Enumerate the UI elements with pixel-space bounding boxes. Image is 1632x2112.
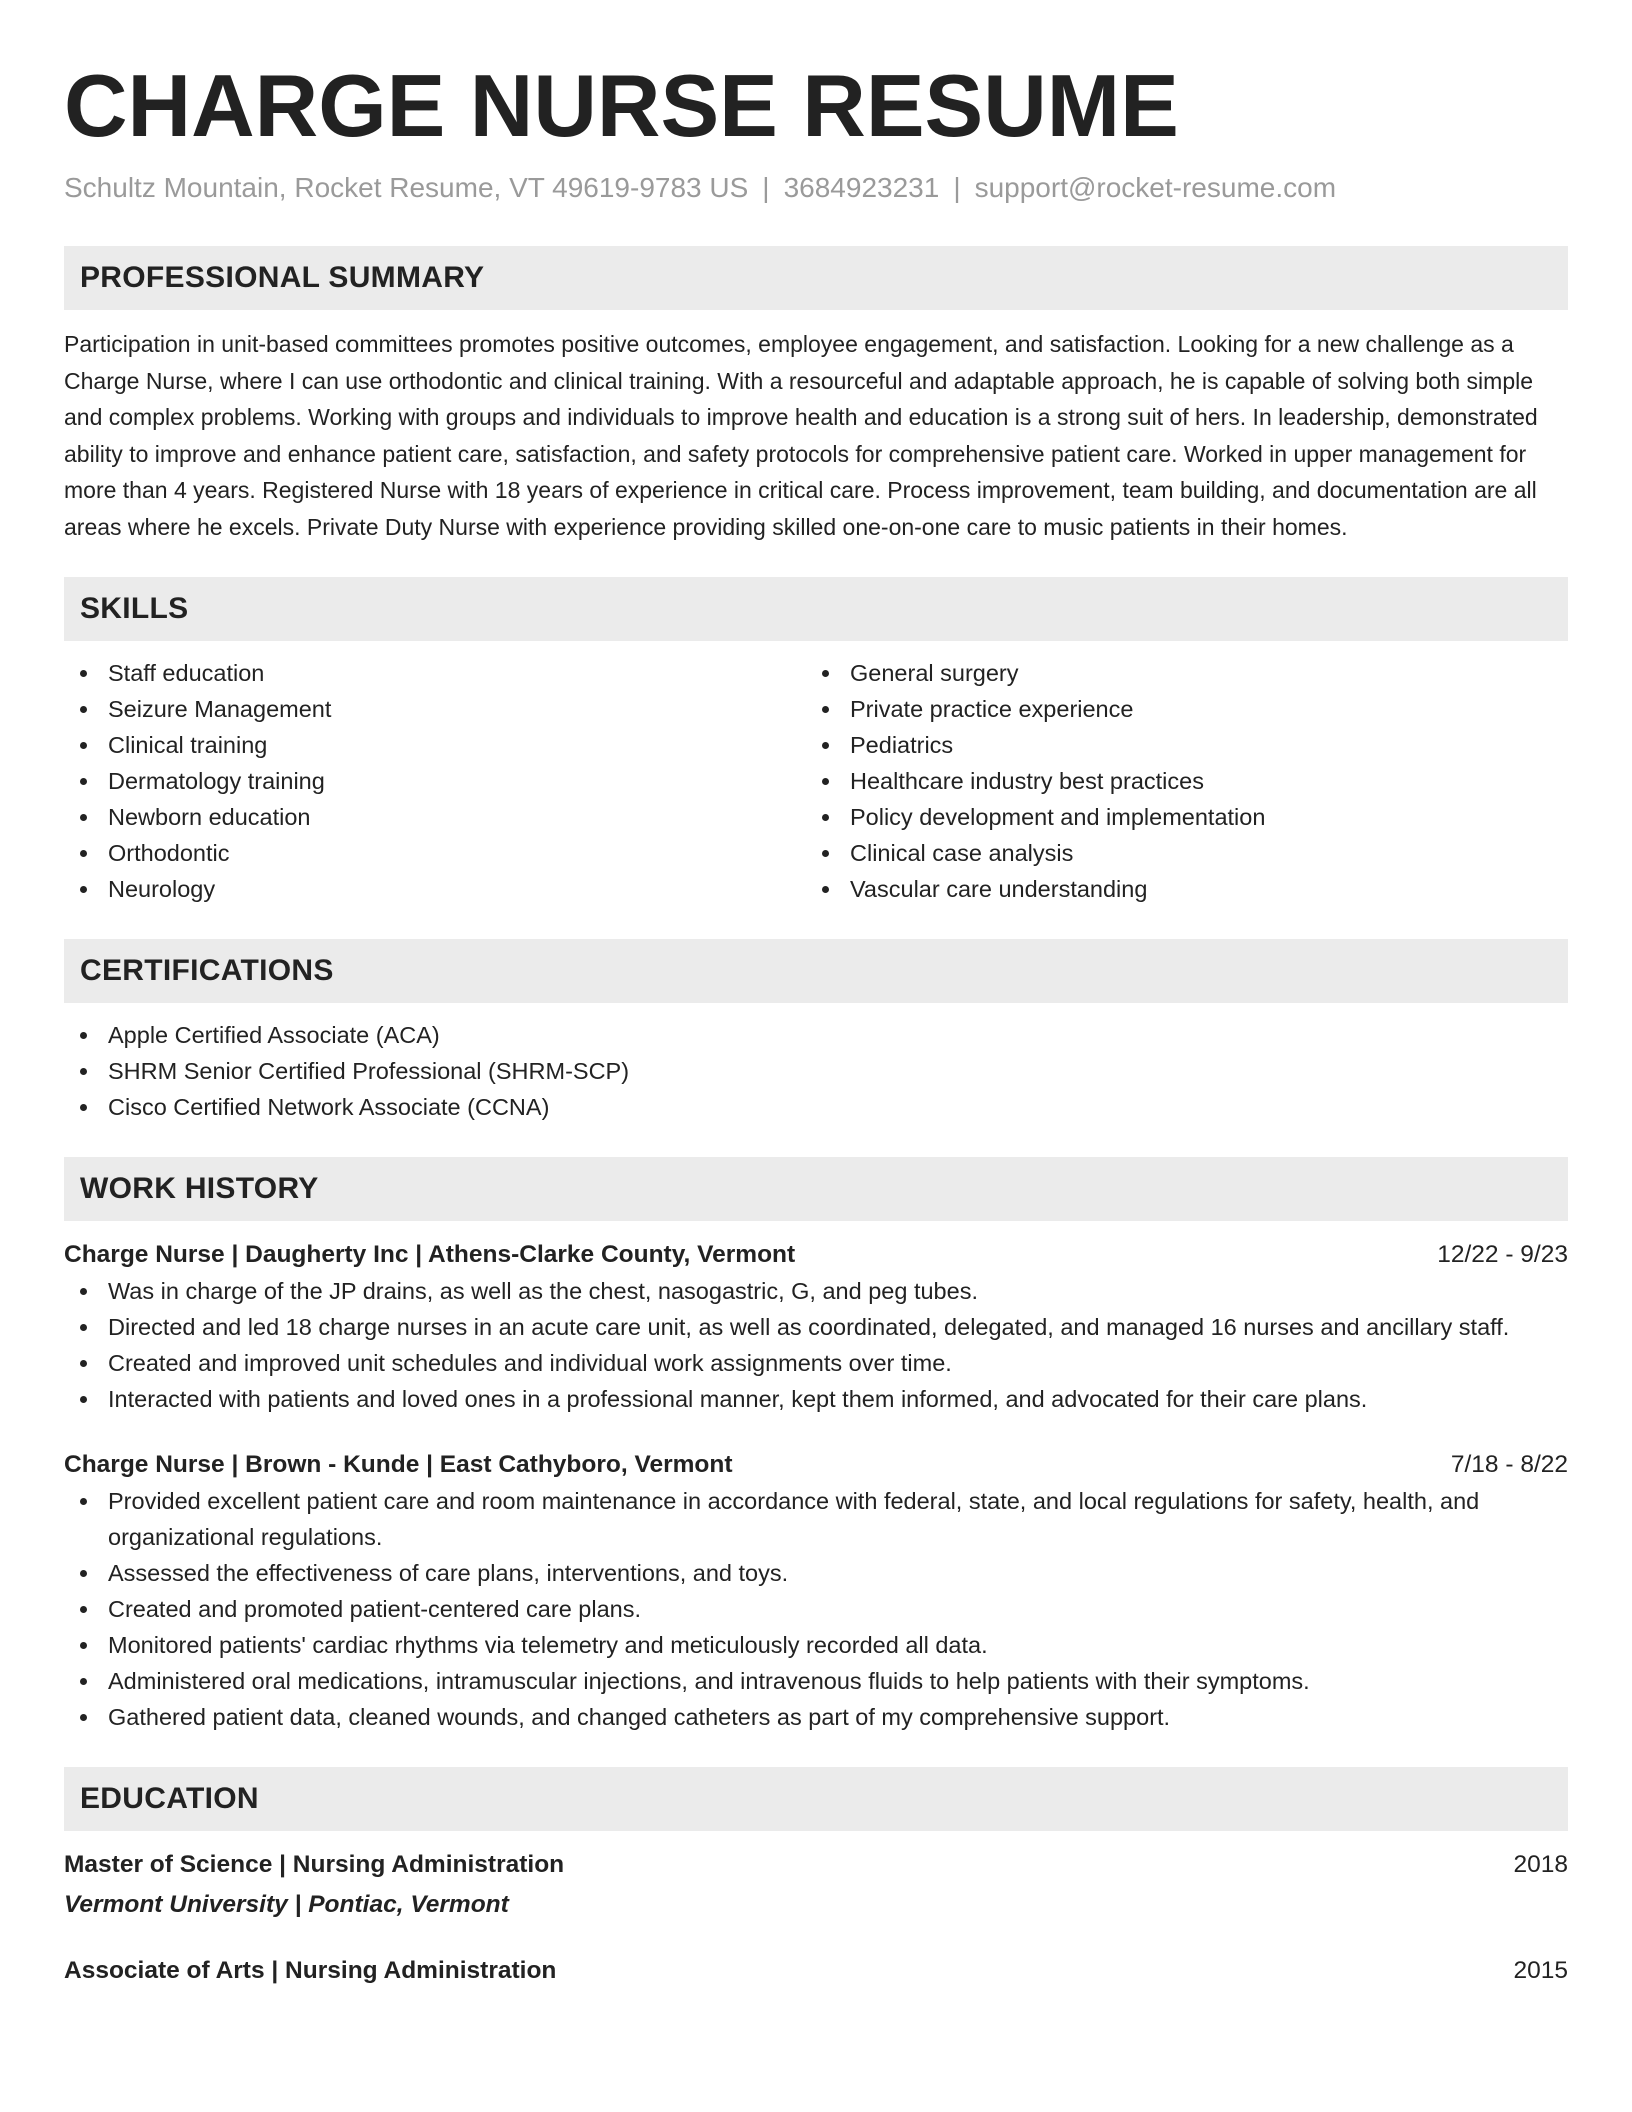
job-entry	[64, 1447, 1568, 1735]
list-item: Newborn education	[64, 799, 806, 835]
phone: 3684923231	[783, 172, 940, 203]
list-item: Healthcare industry best practices	[806, 763, 1548, 799]
list-item: Dermatology training	[64, 763, 806, 799]
list-item: Seizure Management	[64, 691, 806, 727]
list-item: Policy development and implementation	[806, 799, 1548, 835]
contact-separator: |	[953, 172, 961, 203]
education-year: 2018	[1513, 1851, 1568, 1878]
section-header-certifications: CERTIFICATIONS	[64, 939, 1568, 1003]
section-header-work-history: WORK HISTORY	[64, 1157, 1568, 1221]
section-header-education: EDUCATION	[64, 1767, 1568, 1831]
skills-column-left	[64, 655, 806, 907]
list-item: Created and improved unit schedules and individual work assignments over time.	[64, 1345, 1568, 1381]
list-item: Gathered patient data, cleaned wounds, and changed catheters as part of my comprehensive support.	[64, 1699, 1568, 1735]
list-item: Cisco Certified Network Associate (CCNA)	[64, 1089, 1568, 1125]
contact-separator: |	[762, 172, 770, 203]
list-item: Administered oral medications, intramuscular injections, and intravenous fluids to help patients with their symptoms.	[64, 1663, 1568, 1699]
education-entry	[64, 1953, 1568, 1989]
school: Vermont University | Pontiac, Vermont	[64, 1891, 509, 1918]
list-item: SHRM Senior Certified Professional (SHRM-SCP)	[64, 1053, 1568, 1089]
resume-title: CHARGE NURSE RESUME	[64, 56, 1179, 155]
list-item: Staff education	[64, 655, 806, 691]
education-header	[64, 1847, 1568, 1883]
degree: Master of Science | Nursing Administration	[64, 1851, 565, 1878]
job-header	[64, 1237, 1568, 1273]
job-header	[64, 1447, 1568, 1483]
skills-column-right	[806, 655, 1548, 907]
degree: Associate of Arts | Nursing Administration	[64, 1957, 557, 1984]
job-entry	[64, 1237, 1568, 1417]
list-item: Neurology	[64, 871, 806, 907]
certifications-list	[64, 1017, 1568, 1125]
list-item: Pediatrics	[806, 727, 1548, 763]
job-title: Charge Nurse | Daugherty Inc | Athens-Clarke County, Vermont	[64, 1241, 796, 1268]
job-title: Charge Nurse | Brown - Kunde | East Cathyboro, Vermont	[64, 1451, 733, 1478]
list-item: Clinical case analysis	[806, 835, 1548, 871]
list-item: Orthodontic	[64, 835, 806, 871]
skills-list	[64, 655, 1568, 907]
resume-page	[64, 56, 1568, 1989]
list-item: Clinical training	[64, 727, 806, 763]
list-item: Vascular care understanding	[806, 871, 1548, 907]
list-item: Created and promoted patient-centered care plans.	[64, 1591, 1568, 1627]
job-dates: 12/22 - 9/23	[1437, 1241, 1568, 1268]
list-item: Interacted with patients and loved ones in a professional manner, kept them informed, and advocated for their care plans.	[64, 1381, 1568, 1417]
list-item: Was in charge of the JP drains, as well as the chest, nasogastric, G, and peg tubes.	[64, 1273, 1568, 1309]
list-item: Directed and led 18 charge nurses in an acute care unit, as well as coordinated, delegated, and managed 16 nurses and ancillary staff.	[64, 1309, 1568, 1345]
contact-line	[64, 170, 1568, 206]
address: Schultz Mountain, Rocket Resume, VT 49619-9783 US	[64, 172, 749, 203]
section-header-summary: PROFESSIONAL SUMMARY	[64, 246, 1568, 310]
list-item: Monitored patients' cardiac rhythms via telemetry and meticulously recorded all data.	[64, 1627, 1568, 1663]
section-header-skills: SKILLS	[64, 577, 1568, 641]
list-item: Private practice experience	[806, 691, 1548, 727]
list-item: Apple Certified Associate (ACA)	[64, 1017, 1568, 1053]
job-bullets	[64, 1483, 1568, 1735]
job-bullets	[64, 1273, 1568, 1417]
job-dates: 7/18 - 8/22	[1450, 1451, 1568, 1478]
list-item: Assessed the effectiveness of care plans, interventions, and toys.	[64, 1555, 1568, 1591]
education-entry	[64, 1847, 1568, 1923]
list-item: Provided excellent patient care and room maintenance in accordance with federal, state, and local regulations for safety, health, and organizational regulations.	[64, 1483, 1568, 1555]
education-year: 2015	[1513, 1957, 1568, 1984]
email-link[interactable]: support@rocket-resume.com	[974, 172, 1337, 203]
summary-text: Participation in unit-based committees promotes positive outcomes, employee engagement, and satisfaction. Looking for a new challenge as a Charge Nurse, where I can use orthodontic and clinical training. With a resourceful and adaptable approach, he is capable of solving both simple and complex problems. Working with groups and individuals to improve health and education is a strong suit of hers. In leadership, demonstrated ability to improve and enhance patient care, satisfaction, and safety protocols for comprehensive patient care. Worked in upper management for more than 4 years. Registered Nurse with 18 years of experience in critical care. Process improvement, team building, and documentation are all areas where he excels. Private Duty Nurse with experience providing skilled one-on-one care to music patients in their homes.	[64, 331, 1538, 540]
list-item: General surgery	[806, 655, 1548, 691]
education-header	[64, 1953, 1568, 1989]
